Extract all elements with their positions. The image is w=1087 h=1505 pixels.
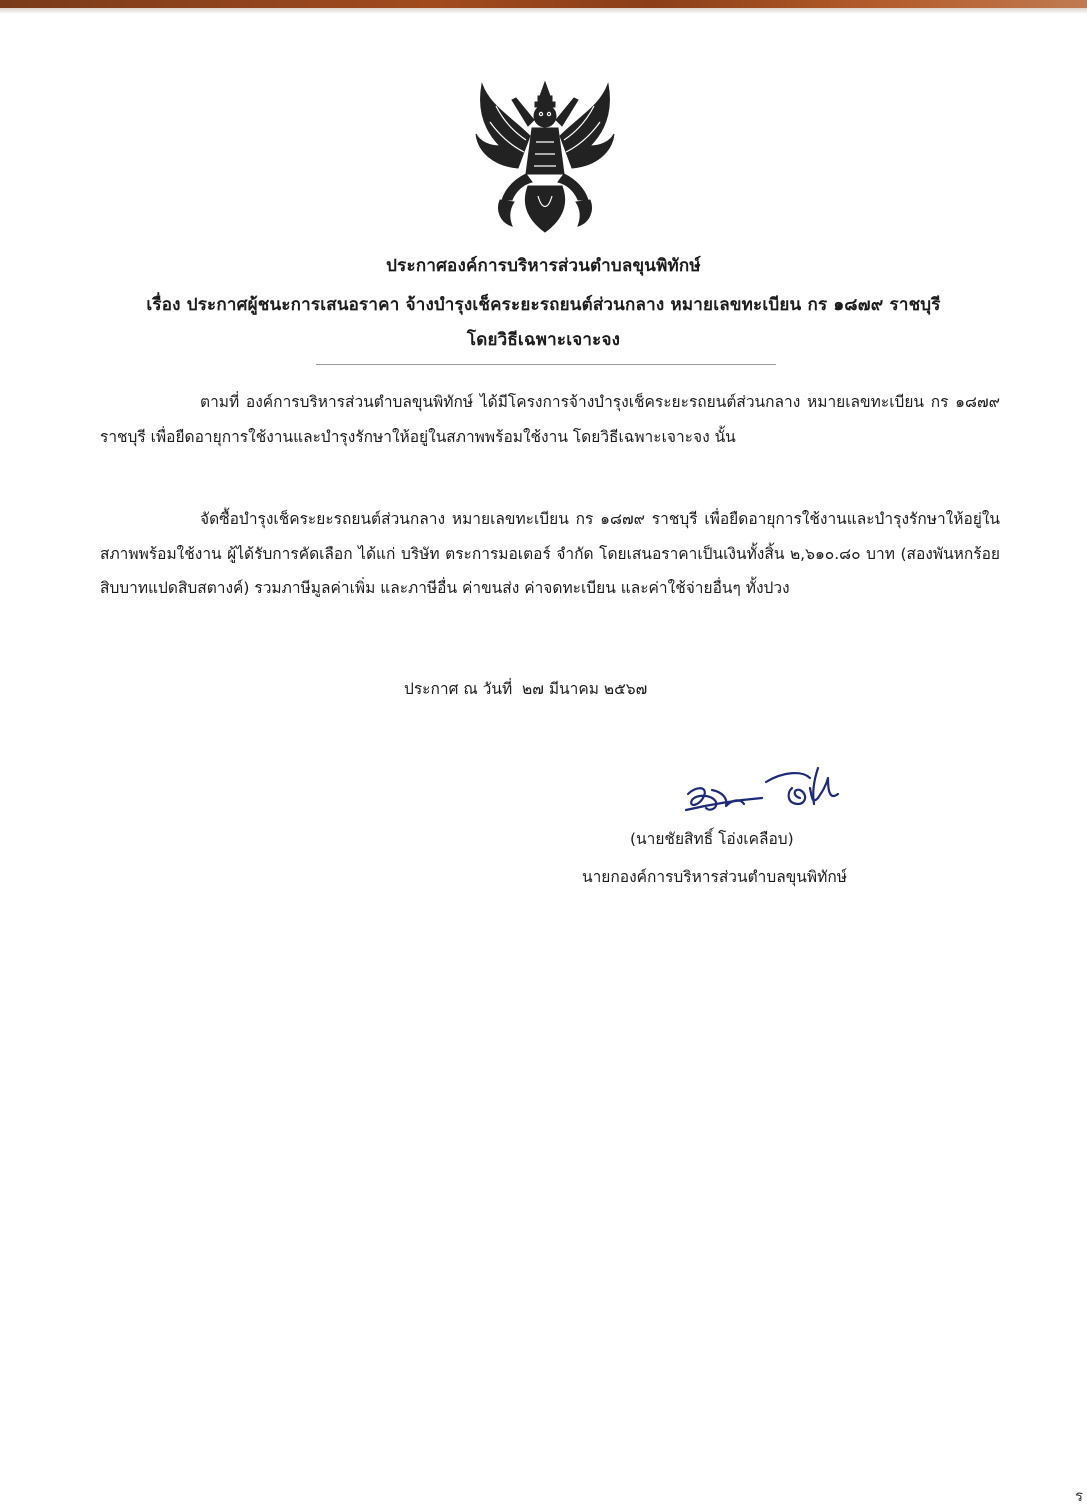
signatory-position: นายกองค์การบริหารส่วนตำบลขุนพิทักษ์ [582,868,847,886]
paragraph-2-text: จัดซื้อบำรุงเช็คระยะรถยนต์ส่วนกลาง หมายเลขทะเบียน กร ๑๘๗๙ ราชบุรี เพื่อยืดอายุการใช้งานและบำรุงรักษาให้อยู่ในสภาพพร้อมใช้งาน ผู้ได้รับการคัดเลือก ได้แก่ บริษัท ตระการมอเตอร์ จำกัด โดยเสนอราคาเป็นเงินทั้งสิ้น ๒,๖๑๐.๘๐ บาท (สองพันหกร้อยสิบบาทแปดสิบสตางค์) รวมภาษีมูลค่าเพิ่ม และภาษีอื่น ค่าขนส่ง ค่าจดทะเบียน และค่าใช้จ่ายอื่นๆ ทั้งปวง [100,510,1000,597]
announcement-subject: เรื่อง ประกาศผู้ชนะการเสนอราคา จ้างบำรุงเช็คระยะรถยนต์ส่วนกลาง หมายเลขทะเบียน กร ๑๘๗๙ ราชบุรี [146,295,941,315]
signatory-name: (นายชัยสิทธิ์ โอ่งเคลือบ) [630,830,794,848]
paragraph-1-text: ตามที่ องค์การบริหารส่วนตำบลขุนพิทักษ์ ได้มีโครงการจ้างบำรุงเช็คระยะรถยนต์ส่วนกลาง หมายเลขทะเบียน กร ๑๘๗๙ ราชบุรี เพื่อยืดอายุการใช้งานและบำรุงรักษาให้อยู่ในสภาพพร้อมใช้งาน โดยวิธีเฉพาะเจาะจง นั้น [100,393,1000,446]
top-scan-edge [0,0,1087,8]
header-divider [316,364,776,365]
top-scan-shadow [0,8,1087,14]
garuda-emblem-icon [470,76,620,238]
body-paragraph-2 [100,502,1000,606]
announcement-title: ประกาศองค์การบริหารส่วนตำบลขุนพิทักษ์ [386,256,701,276]
page-corner-mark: ร [1075,1487,1084,1505]
procurement-method: โดยวิธีเฉพาะเจาะจง [466,330,621,350]
body-paragraph-1 [100,385,1000,454]
announcement-date: ประกาศ ณ วันที่ ๒๗ มีนาคม ๒๕๖๗ [404,680,648,698]
handwritten-signature [682,764,852,826]
